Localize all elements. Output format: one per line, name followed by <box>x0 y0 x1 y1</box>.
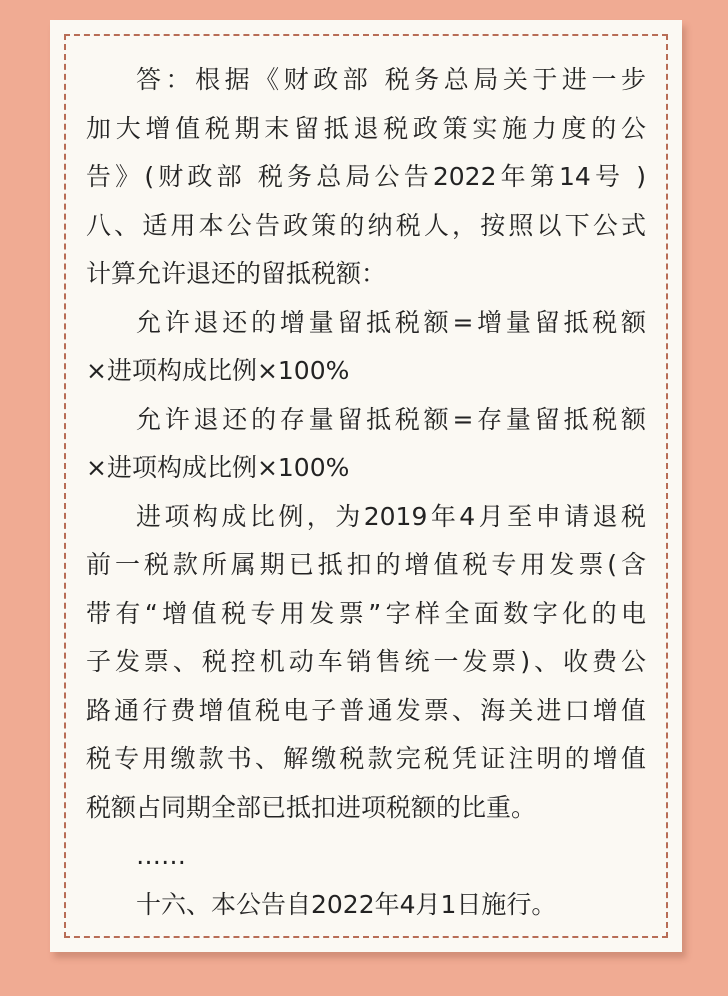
text-line: 税额占同期全部已抵扣进项税额的比重。 <box>86 792 537 822</box>
text-line: 告》(财政部 税务总局公告2022年第14号 ) <box>86 162 646 191</box>
text-line: 前一税款所属期已抵扣的增值税专用发票(含 <box>86 550 646 579</box>
text-line: 计算允许退还的留抵税额： <box>86 259 387 288</box>
text-line: 加大增值税期末留抵退税政策实施力度的公 <box>86 113 646 143</box>
text-line: 答：根据《财政部 税务总局关于进一步 <box>136 65 646 94</box>
ellipsis: …… <box>136 841 186 870</box>
text-line: 子发票、税控机动车销售统一发票)、收费公 <box>86 647 646 676</box>
document-text <box>86 56 646 929</box>
text-line: 八、适用本公告政策的纳税人，按照以下公式 <box>86 210 646 240</box>
text-line: 路通行费增值税电子普通发票、海关进口增值 <box>86 695 646 725</box>
document-card <box>50 20 682 952</box>
text-line: 税专用缴款书、解缴税款完税凭证注明的增值 <box>86 744 646 773</box>
formula-line: ×进项构成比例×100% <box>86 453 350 482</box>
formula-line: 允许退还的存量留抵税额=存量留抵税额 <box>136 404 646 434</box>
text-line: 带有“增值税专用发票”字样全面数字化的电 <box>86 598 646 628</box>
formula-line: 允许退还的增量留抵税额=增量留抵税额 <box>136 307 646 337</box>
text-line: 十六、本公告自2022年4月1日施行。 <box>136 889 557 919</box>
text-line: 进项构成比例，为2019年4月至申请退税 <box>136 501 646 531</box>
formula-line: ×进项构成比例×100% <box>86 356 350 385</box>
